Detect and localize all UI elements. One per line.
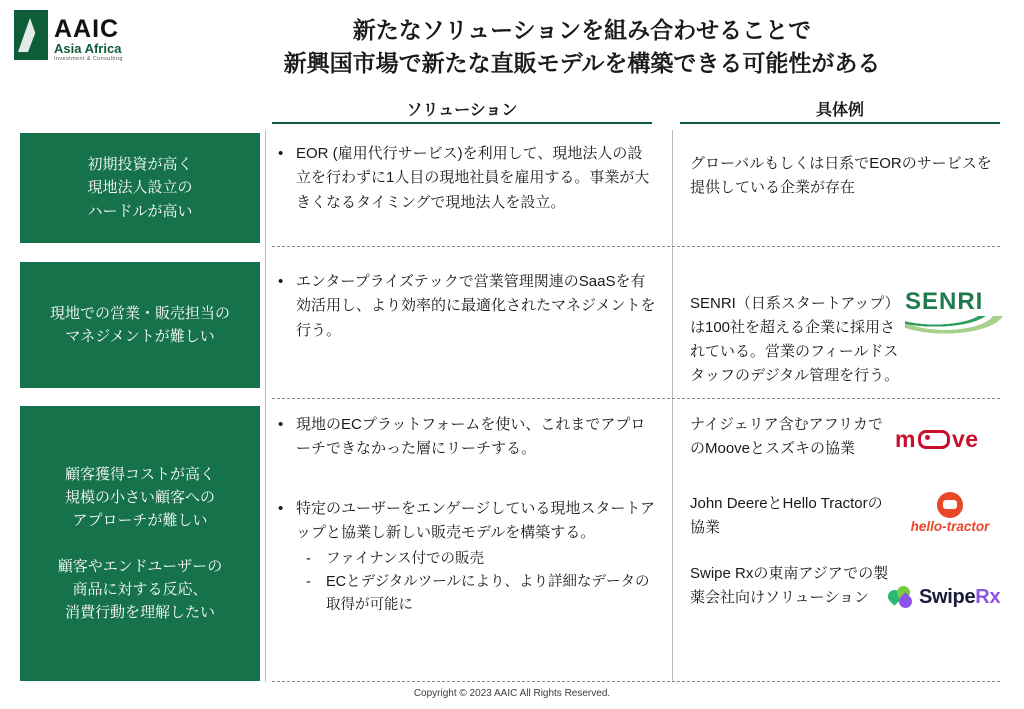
solution-item-3	[278, 413, 656, 462]
dash-icon: -	[306, 550, 311, 567]
issue-2-line-2: マネジメントが難しい	[65, 328, 215, 345]
aaic-logo-mark-icon	[14, 10, 48, 60]
column-divider-left	[265, 130, 266, 682]
row-divider-2	[272, 398, 1000, 399]
solution-4-sub-list	[306, 548, 656, 618]
page-title	[150, 14, 1014, 81]
page-title-line2: 新興国市場で新たな直販モデルを構築できる可能性がある	[283, 50, 881, 77]
swiperx-mark-icon	[888, 586, 914, 608]
solution-4-text: 特定のユーザーをエンゲージしている現地スタートアップと協業し新しい販売モデルを構築する。	[296, 500, 655, 542]
logo-tagline-primary: Asia Africa	[54, 40, 122, 56]
issue-box-2	[20, 262, 260, 388]
moove-logo-text	[895, 428, 1005, 451]
column-header-example: 具体例	[815, 102, 864, 119]
hello-tractor-mark-icon	[937, 492, 963, 518]
solution-4-sub-item-1	[306, 548, 656, 571]
solution-4-sub-text-1: ファイナンス付での販売	[326, 550, 485, 567]
issue-3-line-1: 顧客獲得コストが高く	[64, 465, 215, 483]
row-divider-3	[272, 681, 1000, 682]
senri-logo	[905, 290, 1005, 346]
issue-3-line-3: アプローチが難しい	[72, 512, 208, 530]
moove-logo-text-post: ve	[951, 426, 979, 452]
solution-3-text: 現地のECプラットフォームを使い、これまでアプローチできなかった層にリーチする。	[296, 416, 646, 458]
moove-eye-icon	[918, 430, 950, 449]
dash-icon: -	[306, 573, 311, 590]
issue-3-line-4: 顧客やエンドユーザーの	[57, 557, 223, 575]
footer-copyright: Copyright © 2023 AAIC All Rights Reserved.	[413, 688, 611, 699]
moove-logo	[895, 428, 1005, 458]
hello-tractor-logo	[898, 492, 1002, 538]
issue-2-line-1: 現地での営業・販売担当の	[49, 304, 230, 322]
issue-3-line-5: 商品に対する反応、	[72, 580, 208, 598]
column-header-solution: ソリューション	[406, 102, 518, 119]
bullet-icon: •	[278, 273, 284, 290]
example-text-4: John DeereとHello Tractorの協業	[690, 495, 883, 536]
issue-3-line-6: 消費行動を理解したい	[64, 604, 215, 621]
issue-3-line-2: 規模の小さい顧客への	[64, 489, 215, 506]
issue-box-3	[20, 406, 260, 681]
solution-item-4	[278, 497, 656, 617]
column-rule-solution	[272, 122, 652, 124]
column-divider-right	[672, 130, 673, 682]
senri-logo-swoosh-icon	[905, 316, 1005, 338]
aaic-logo	[14, 8, 146, 70]
swiperx-logo-text-a: Swipe	[919, 585, 976, 608]
issue-1-line-2: 現地法人設立の	[87, 179, 193, 197]
issue-1-line-3: ハードルが高い	[87, 202, 193, 220]
swiperx-logo-text	[919, 586, 1000, 609]
hello-tractor-logo-text: hello-tractor	[910, 519, 990, 534]
swiperx-logo-text-b: Rx	[975, 585, 1001, 608]
row-divider-1	[272, 246, 1000, 247]
moove-logo-text-pre: m	[895, 426, 916, 452]
solution-4-sub-text-2: ECとデジタルツールにより、より詳細なデータの取得が可能に	[326, 573, 650, 613]
issue-box-1	[20, 133, 260, 243]
swiperx-logo	[888, 582, 1006, 612]
solution-4-sub-item-2	[306, 571, 656, 617]
senri-logo-text: SENRI	[905, 288, 984, 315]
bullet-icon: •	[278, 416, 284, 433]
solution-item-1	[278, 142, 656, 215]
example-text-2: SENRI（日系スタートアップ）は100社を超える企業に採用されている。営業のフィールドスタッフのデジタル管理を行う。	[690, 295, 900, 384]
bullet-icon: •	[278, 145, 284, 162]
logo-company-name: AAIC	[54, 14, 120, 43]
slide-header	[0, 0, 1024, 92]
column-rule-example	[680, 122, 1000, 124]
aaic-logo-text	[54, 8, 123, 70]
solution-2-text: エンタープライズテックで営業管理関連のSaaSを有効活用し、より効率的に最適化されたマネジメントを行う。	[296, 273, 656, 339]
bullet-icon: •	[278, 500, 284, 517]
solution-item-2	[278, 270, 656, 343]
example-text-5: Swipe Rxの東南アジアでの製薬会社向けソリューション	[690, 565, 889, 606]
page-title-line1: 新たなソリューションを組み合わせることで	[352, 17, 812, 43]
logo-tagline-secondary: Investment & Consulting	[54, 56, 123, 63]
example-text-3: ナイジェリア含むアフリカでのMooveとスズキの協業	[690, 416, 883, 457]
issue-1-line-1: 初期投資が高く	[87, 156, 193, 174]
solution-1-text: EOR (雇用代行サービス)を利用して、現地法人の設立を行わずに1人目の現地社員を雇用する。事業が大きくなるタイミングで現地法人を設立。	[296, 145, 650, 211]
example-text-1: グローバルもしくは日系でEORのサービスを提供している企業が存在	[690, 155, 992, 196]
